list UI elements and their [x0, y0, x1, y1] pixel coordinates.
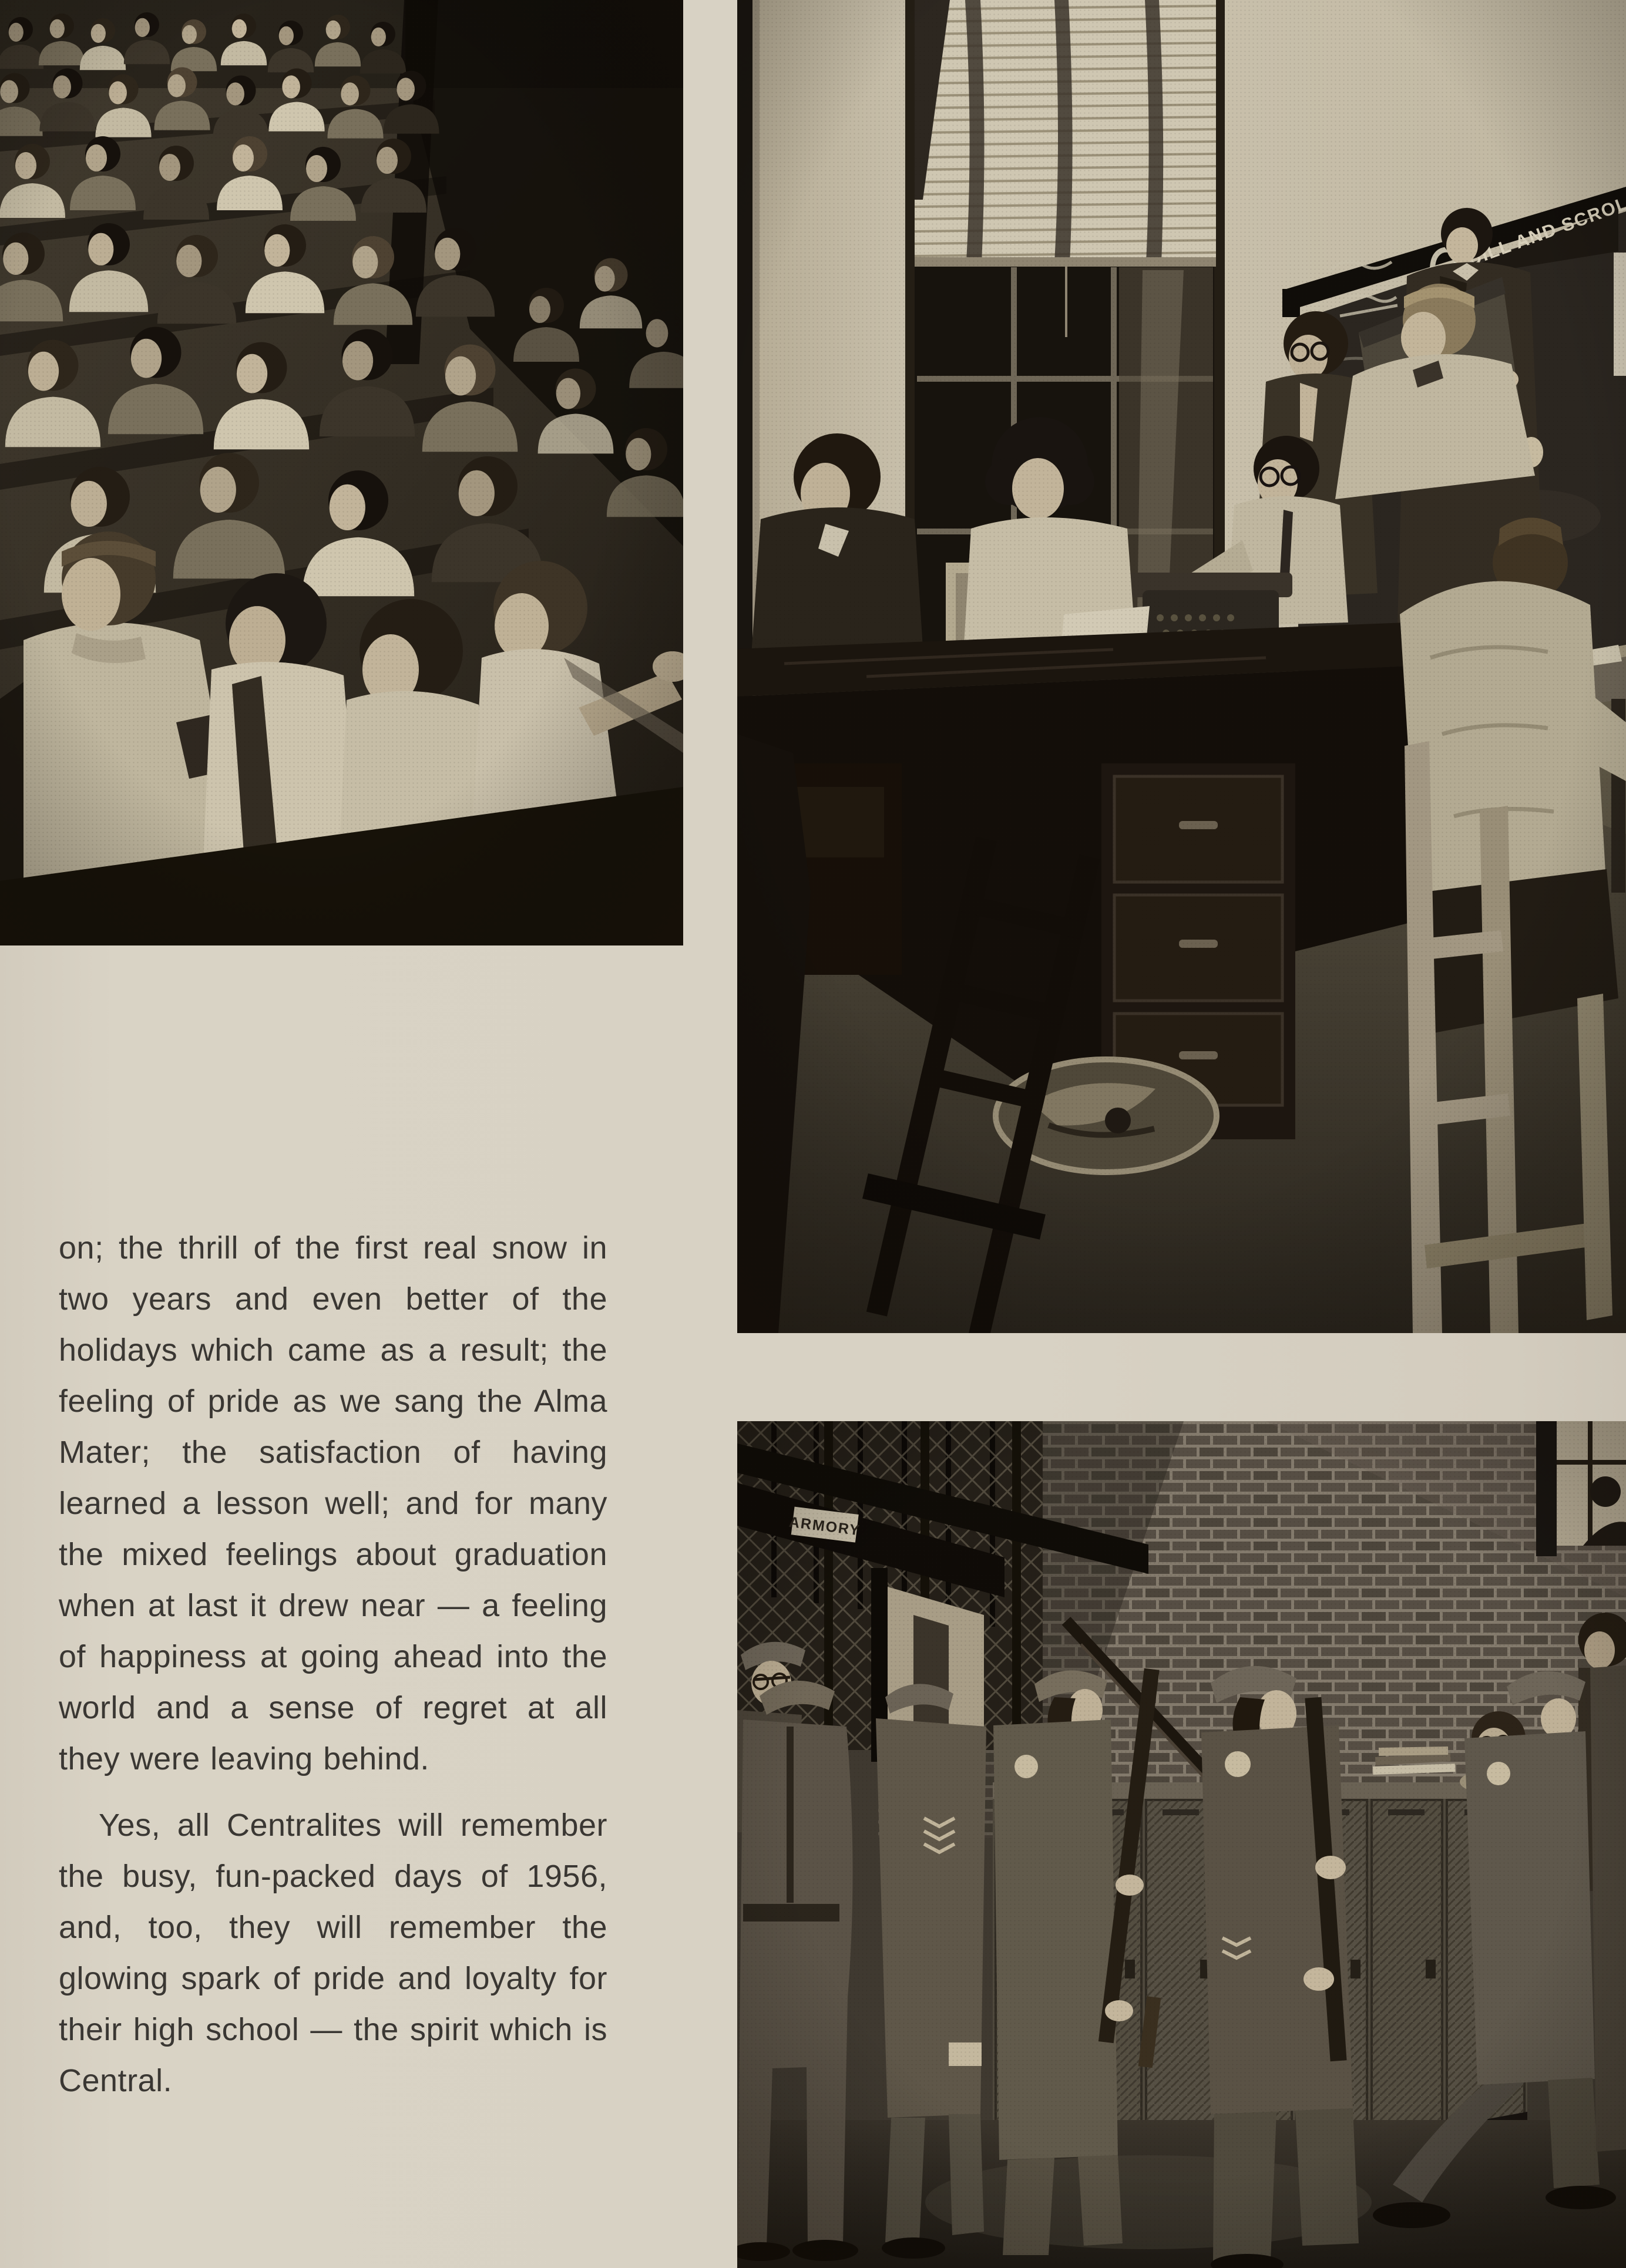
photo-rotc-armory	[737, 1421, 1626, 2268]
photo-crowd-auditorium	[0, 0, 683, 945]
photo-classroom-quill-scroll	[737, 0, 1626, 1333]
paragraph-1: on; the thrill of the first real snow in two years and even better of the holidays which came as a result; the feeling of pride as we sang the Alma Mater; the satisfaction of having learned a lesson well; and for many the mixed feelings about graduation when at last it drew near — a feeling of happiness at going ahead into the world and a sense of regret at all they were leaving behind.	[59, 1230, 607, 1776]
paragraph-2: Yes, all Centralites will remember the busy, fun-packed days of 1956, and, too, they will remember the glowing spark of pride and loyalty for their high school — the spirit which is Central.	[59, 1808, 607, 2098]
body-text	[59, 1223, 607, 2107]
